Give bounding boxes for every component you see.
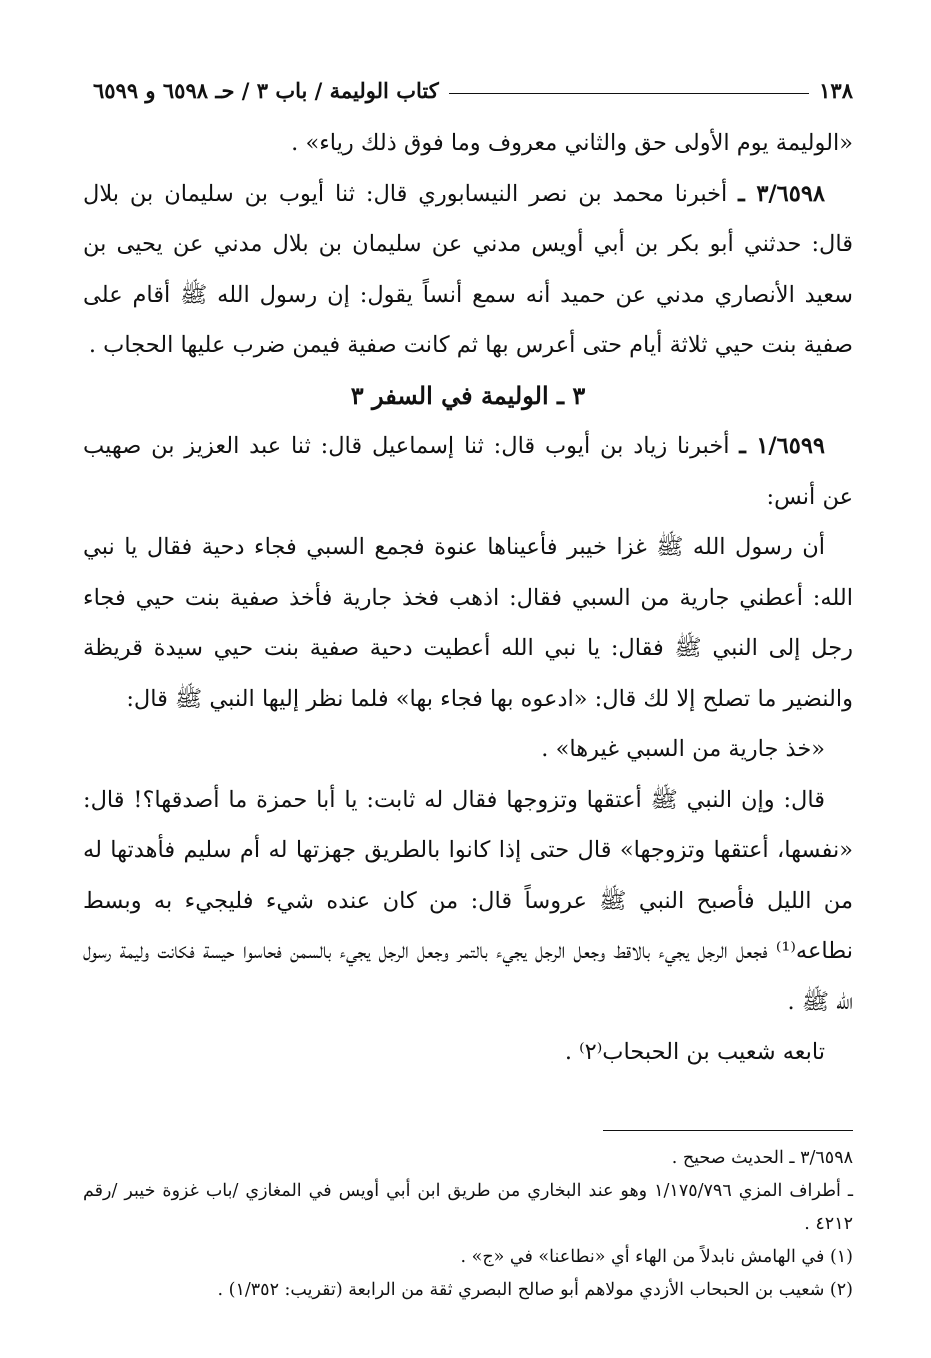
hadith-number: ٣/٦٥٩٨ ـ [738, 180, 825, 207]
hadith-text: أخبرنا زياد بن أيوب قال: ثنا إسماعيل قال: ثنا عبد العزيز بن صهيب عن أنس: [83, 433, 853, 510]
footnote-1: (١) في الهامش نابدلاً من الهاء أي «نطاعنا» في «ج» . [460, 1247, 853, 1267]
footnote-2: (٢) شعيب بن الحبحاب الأزدي مولاهم أبو صالح البصري ثقة من الرابعة (تقريب: ١/٣٥٢) . [217, 1280, 853, 1300]
paragraph-thabit: قال: وإن النبي ﷺ أعتقها وتزوجها فقال له ثابت: يا أبا حمزة ما أصدقها؟! قال: «نفسها، أعتقها وتزوجها» قال حتى إذا كانوا بالطريق جهزتها له أم سليم فأهدتها له من الليل فأصبح النبي ﷺ عروساً قال: من كان عنده شيء فليجيء به وبسط نطاعه⁽¹⁾ فجعل الرجل يجيء بالاقط وجعل الرجل يجيء بالتمر وجعل الرجل يجيء بالسمن فحاسوا حيسة فكانت وليمة رسول الله ﷺ . [83, 786, 853, 1015]
header-rule [449, 93, 809, 94]
hadith-number: ١/٦٥٩٩ ـ [739, 433, 825, 459]
paragraph-tabaahu: تابعه شعيب بن الحبحاب⁽٢⁾ . [564, 1039, 825, 1065]
hadith-6598 [83, 169, 853, 371]
paragraph-walima-saying: «الوليمة يوم الأولى حق والثاني معروف وما فوق ذلك رياء» . [291, 130, 853, 156]
main-text [83, 118, 853, 1078]
footnotes [83, 1142, 853, 1307]
page-header [93, 72, 853, 108]
footnote-takhrij: ـ أطراف المزي ١/١٧٥/٧٩٦ وهو عند البخاري من طريق ابن أبي أويس في المغازي /باب غزوة خيبر /رقم ٤٢١٢ . [83, 1181, 853, 1234]
footnote-rule [603, 1130, 853, 1131]
running-title: كتاب الوليمة / باب ٣ / حـ ٦٥٩٨ و ٦٥٩٩ [93, 77, 439, 103]
hadith-6599 [83, 421, 853, 522]
paragraph-quote: «خذ جارية من السبي غيرها» . [541, 736, 825, 762]
page-number: ١٣٨ [819, 77, 853, 103]
section-heading: ٣ ـ الوليمة في السفر ٣ [350, 380, 586, 410]
paragraph-story: أن رسول الله ﷺ غزا خيبر فأعيناها عنوة فجمع السبي فجاء دحية فقال يا نبي الله: أعطني جارية من السبي فقال: اذهب فخذ جارية فأخذ صفية بنت حيي فجاء رجل إلى النبي ﷺ فقال: يا نبي الله أعطيت دحية صفية بنت حيي سيدة قريظة والنضير ما تصلح إلا لك قال: «ادعوه بها فجاء بها» فلما نظر إليها النبي ﷺ قال: [83, 534, 853, 712]
hadith-text: أخبرنا محمد بن نصر النيسابوري قال: ثنا أيوب بن سليمان بن بلال قال: حدثني أبو بكر بن أبي أويس مدني عن سليمان بن بلال مدني عن يحيى بن سعيد الأنصاري مدني عن حميد أنه سمع أنساً يقول: إن رسول الله ﷺ أقام على صفية بنت حيي ثلاثة أيام حتى أعرس بها ثم كانت صفية فيمن ضرب عليها الحجاب . [83, 180, 853, 358]
footnote-grading: ٣/٦٥٩٨ ـ الحديث صحيح . [671, 1148, 853, 1168]
